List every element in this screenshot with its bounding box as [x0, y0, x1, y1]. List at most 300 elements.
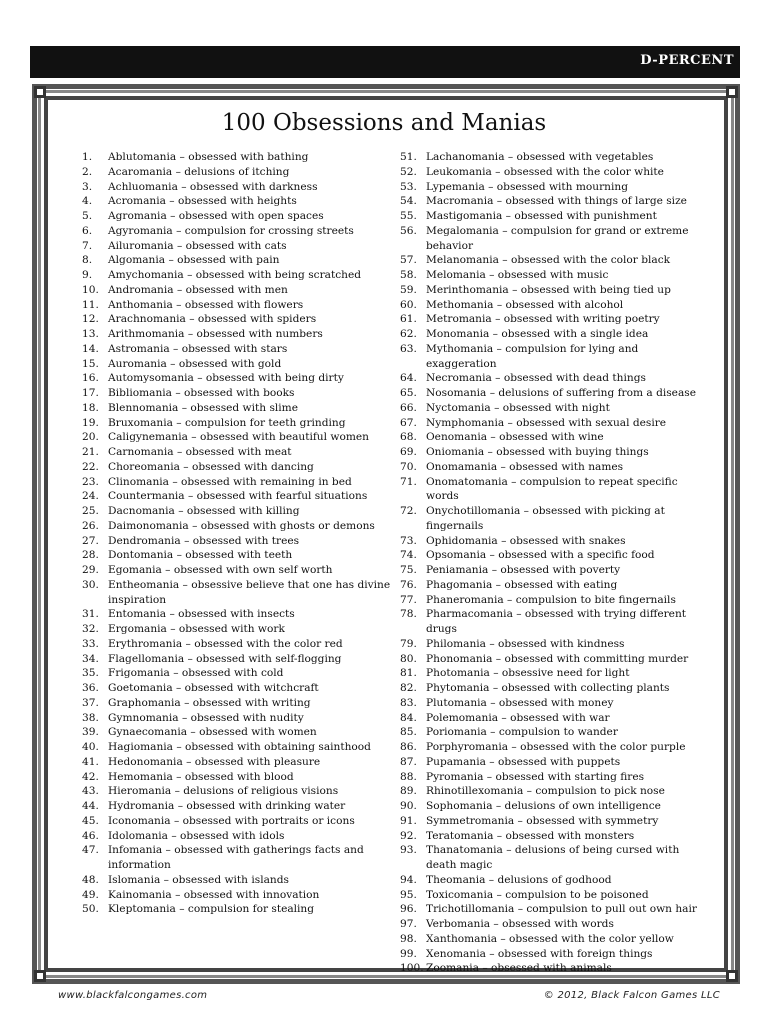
item-text: Algomania – obsessed with pain [108, 254, 280, 267]
list-item [82, 357, 392, 372]
item-number: 44. [82, 800, 99, 812]
item-text: Lypemania – obsessed with mourning [426, 180, 628, 193]
item-number: 45. [82, 814, 99, 827]
item-number: 64. [400, 372, 417, 385]
item-text: Agyromania – compulsion for crossing streets [108, 224, 354, 237]
item-number: 32. [82, 623, 99, 635]
item-text: Frigomania – obsessed with cold [108, 667, 284, 680]
list-item [400, 416, 710, 431]
list-item [400, 401, 710, 416]
item-text: Entheomania – obsessive believe that one has divine inspiration [108, 578, 391, 606]
item-number: 48. [82, 873, 99, 886]
item-number: 21. [82, 446, 99, 458]
item-text: Dacnomania – obsessed with killing [108, 505, 300, 517]
item-text: Macromania – obsessed with things of large size [426, 195, 687, 208]
item-text: Opsomania – obsessed with a specific food [426, 549, 655, 562]
item-text: Graphomania – obsessed with writing [108, 696, 311, 709]
list-item [400, 342, 710, 372]
item-number: 40. [82, 741, 99, 753]
list-item [400, 932, 710, 947]
item-number: 18. [82, 401, 99, 414]
item-number: 78. [400, 608, 417, 621]
list-item [82, 534, 392, 549]
item-number: 70. [400, 460, 417, 473]
list-item [82, 342, 392, 357]
item-number: 36. [82, 682, 99, 694]
item-text: Entomania – obsessed with insects [108, 608, 295, 621]
item-number: 39. [82, 726, 99, 739]
item-text: Xenomania – obsessed with foreign things [426, 947, 653, 960]
list-item [400, 652, 710, 667]
item-text: Amychomania – obsessed with being scratched [108, 269, 362, 281]
item-number: 15. [82, 357, 99, 370]
list-item [82, 548, 392, 563]
item-text: Leukomania – obsessed with the color white [426, 165, 664, 178]
list-item [400, 268, 710, 283]
item-text: Ailuromania – obsessed with cats [108, 239, 287, 252]
list-item [82, 489, 392, 504]
item-text: Monomania – obsessed with a single idea [426, 328, 649, 340]
list-item [400, 829, 710, 844]
list-item [400, 504, 710, 534]
item-text: Acaromania – delusions of itching [108, 165, 290, 178]
list-item [82, 386, 392, 401]
item-text: Caligynemania – obsessed with beautiful women [108, 431, 369, 444]
list-item [82, 799, 392, 814]
list-item [400, 327, 710, 342]
item-text: Toxicomania – compulsion to be poisoned [426, 888, 649, 901]
item-number: 79. [400, 637, 417, 650]
item-number: 30. [82, 578, 99, 591]
list-item [82, 312, 392, 327]
list-item [400, 563, 710, 578]
item-text: Teratomania – obsessed with monsters [426, 829, 635, 842]
item-number: 26. [82, 519, 99, 532]
list-item [82, 445, 392, 460]
list-item [82, 416, 392, 431]
item-number: 99. [400, 947, 417, 960]
item-number: 81. [400, 667, 417, 680]
item-number: 94. [400, 873, 417, 886]
list-item [82, 711, 392, 726]
item-text: Egomania – obsessed with own self worth [108, 564, 333, 576]
item-text: Methomania – obsessed with alcohol [426, 298, 624, 311]
item-text: Hieromania – delusions of religious visions [108, 785, 339, 798]
list-item [400, 445, 710, 460]
list-item [82, 401, 392, 416]
item-number: 60. [400, 298, 417, 311]
item-number: 38. [82, 711, 99, 724]
item-number: 19. [82, 416, 99, 429]
list-item [82, 622, 392, 637]
item-number: 47. [82, 844, 99, 857]
item-number: 85. [400, 726, 417, 739]
item-number: 84. [400, 711, 417, 724]
item-number: 50. [82, 903, 99, 916]
list-item [400, 209, 710, 224]
item-number: 53. [400, 180, 417, 193]
item-text: Photomania – obsessive need for light [426, 667, 630, 680]
list-item [82, 460, 392, 475]
item-text: Arithmomania – obsessed with numbers [108, 328, 323, 340]
list-item [400, 386, 710, 401]
list-item [82, 902, 392, 917]
item-number: 35. [82, 667, 99, 680]
list-item [400, 534, 710, 549]
item-number: 17. [82, 387, 99, 399]
list-item [82, 165, 392, 180]
item-text: Oenomania – obsessed with wine [426, 431, 604, 444]
item-text: Mythomania – compulsion for lying and exaggeration [426, 342, 639, 370]
item-text: Daimonomania – obsessed with ghosts or demons [108, 519, 375, 532]
item-text: Acromania – obsessed with heights [108, 195, 297, 208]
frame-corner [34, 970, 46, 982]
item-text: Idolomania – obsessed with idols [108, 829, 285, 842]
list-item [82, 209, 392, 224]
item-number: 7. [82, 239, 93, 252]
list-item [82, 519, 392, 534]
list-item [82, 784, 392, 799]
item-text: Automysomania – obsessed with being dirty [108, 372, 344, 385]
page-title: 100 Obsessions and Manias [221, 110, 547, 136]
item-text: Thanatomania – delusions of being cursed with death magic [426, 844, 680, 871]
list-item [82, 873, 392, 888]
item-number: 9. [82, 269, 93, 281]
item-text: Plutomania – obsessed with money [426, 696, 614, 709]
frame-corner [34, 86, 46, 98]
manias-list-right [400, 150, 710, 976]
item-text: Metromania – obsessed with writing poetry [426, 313, 660, 326]
list-item [82, 504, 392, 519]
item-text: Zoomania – obsessed with animals [426, 962, 612, 975]
list-item [400, 917, 710, 932]
item-text: Polemomania – obsessed with war [426, 711, 610, 724]
list-item [400, 475, 710, 505]
list-item [82, 371, 392, 386]
item-text: Philomania – obsessed with kindness [426, 637, 625, 650]
item-text: Infomania – obsessed with gatherings facts and information [108, 844, 364, 871]
list-item [400, 873, 710, 888]
list-item [82, 696, 392, 711]
item-text: Gynaecomania – obsessed with women [108, 726, 317, 739]
list-item [400, 194, 710, 209]
list-item [82, 637, 392, 652]
item-number: 5. [82, 210, 93, 222]
item-number: 25. [82, 505, 99, 517]
list-item [82, 150, 392, 165]
list-item [400, 961, 710, 976]
item-text: Pharmacomania – obsessed with trying different drugs [426, 608, 687, 635]
item-number: 63. [400, 342, 417, 355]
brand-label: D-PERCENT [640, 53, 734, 68]
item-text: Onychotillomania – obsessed with picking at fingernails [426, 505, 665, 532]
website-link[interactable]: www.blackfalcongames.com [58, 990, 208, 1001]
list-item [400, 593, 710, 608]
item-text: Astromania – obsessed with stars [108, 342, 288, 355]
item-text: Ablutomania – obsessed with bathing [108, 151, 309, 163]
item-number: 57. [400, 254, 417, 267]
list-item [400, 681, 710, 696]
list-item [400, 283, 710, 298]
list-item [400, 253, 710, 268]
item-number: 29. [82, 564, 99, 576]
list-item [400, 430, 710, 445]
list-item [82, 755, 392, 770]
item-text: Agromania – obsessed with open spaces [108, 210, 324, 222]
item-text: Theomania – delusions of godhood [426, 873, 612, 886]
item-text: Erythromania – obsessed with the color red [108, 637, 343, 650]
list-item [82, 327, 392, 342]
list-item [82, 475, 392, 490]
item-text: Merinthomania – obsessed with being tied up [426, 283, 671, 296]
item-text: Anthomania – obsessed with flowers [108, 298, 304, 311]
list-item [400, 607, 710, 637]
list-item [82, 578, 392, 608]
frame-corner [726, 86, 738, 98]
item-text: Mastigomania – obsessed with punishment [426, 210, 657, 222]
item-number: 43. [82, 785, 99, 798]
item-number: 93. [400, 844, 417, 857]
item-number: 75. [400, 564, 417, 576]
item-number: 96. [400, 903, 417, 916]
item-number: 98. [400, 932, 417, 945]
list-item [82, 563, 392, 578]
item-number: 49. [82, 888, 99, 901]
item-text: Bibliomania – obsessed with books [108, 387, 295, 399]
item-text: Choreomania – obsessed with dancing [108, 460, 314, 473]
list-item [400, 224, 710, 254]
copyright-notice: © 2012, Black Falcon Games LLC [543, 990, 720, 1001]
list-item [400, 460, 710, 475]
item-number: 65. [400, 387, 417, 399]
item-text: Ergomania – obsessed with work [108, 623, 285, 635]
item-number: 51. [400, 151, 417, 163]
list-item [400, 578, 710, 593]
item-number: 16. [82, 372, 99, 385]
item-number: 12. [82, 313, 99, 326]
item-text: Nosomania – delusions of suffering from a disease [426, 387, 696, 399]
list-item [82, 770, 392, 785]
list-item [400, 843, 710, 873]
item-text: Dendromania – obsessed with trees [108, 534, 300, 547]
item-text: Melanomania – obsessed with the color black [426, 254, 671, 267]
item-text: Peniamania – obsessed with poverty [426, 564, 621, 576]
item-number: 69. [400, 446, 417, 458]
item-number: 68. [400, 431, 417, 444]
item-text: Melomania – obsessed with music [426, 269, 609, 281]
list-item [400, 784, 710, 799]
item-number: 27. [82, 534, 99, 547]
item-number: 67. [400, 416, 417, 429]
item-text: Phonomania – obsessed with committing murder [426, 652, 689, 665]
item-text: Flagellomania – obsessed with self-flogging [108, 652, 342, 665]
item-number: 24. [82, 490, 99, 503]
item-number: 76. [400, 578, 417, 591]
item-number: 82. [400, 682, 417, 694]
item-number: 92. [400, 829, 417, 842]
list-item [82, 224, 392, 239]
item-number: 54. [400, 195, 417, 208]
item-number: 97. [400, 918, 417, 930]
item-number: 6. [82, 224, 93, 237]
item-number: 80. [400, 652, 417, 665]
list-item [82, 253, 392, 268]
header-bar [30, 46, 740, 78]
list-item [400, 799, 710, 814]
item-text: Kainomania – obsessed with innovation [108, 888, 320, 901]
item-text: Andromania – obsessed with men [108, 283, 288, 296]
item-text: Auromania – obsessed with gold [108, 357, 282, 370]
item-text: Pyromania – obsessed with starting fires [426, 770, 645, 783]
item-number: 31. [82, 608, 99, 621]
item-number: 89. [400, 785, 417, 798]
item-number: 91. [400, 814, 417, 827]
list-item [82, 814, 392, 829]
item-text: Phaneromania – compulsion to bite fingernails [426, 593, 676, 606]
list-item [82, 652, 392, 667]
item-text: Onomatomania – compulsion to repeat specific words [426, 475, 678, 503]
item-number: 59. [400, 283, 417, 296]
list-item [82, 268, 392, 283]
item-text: Nymphomania – obsessed with sexual desire [426, 416, 667, 429]
item-number: 62. [400, 328, 417, 340]
list-item [82, 430, 392, 445]
item-text: Lachanomania – obsessed with vegetables [426, 151, 654, 163]
item-text: Porphyromania – obsessed with the color purple [426, 741, 686, 753]
item-number: 74. [400, 549, 417, 562]
list-item [82, 194, 392, 209]
item-text: Countermania – obsessed with fearful situations [108, 490, 368, 503]
list-item [82, 607, 392, 622]
item-text: Ophidomania – obsessed with snakes [426, 534, 626, 547]
list-item [82, 888, 392, 903]
item-text: Poriomania – compulsion to wander [426, 726, 618, 739]
list-item [82, 740, 392, 755]
list-item [400, 696, 710, 711]
item-number: 100. [400, 962, 424, 975]
item-number: 42. [82, 770, 99, 783]
item-text: Arachnomania – obsessed with spiders [108, 313, 317, 326]
item-number: 22. [82, 460, 99, 473]
list-item [400, 725, 710, 740]
list-item [400, 902, 710, 917]
item-number: 1. [82, 151, 93, 163]
item-number: 83. [400, 696, 417, 709]
item-text: Megalomania – compulsion for grand or extreme behavior [426, 224, 689, 252]
item-text: Phytomania – obsessed with collecting plants [426, 682, 670, 694]
item-text: Gymnomania – obsessed with nudity [108, 711, 304, 724]
item-text: Carnomania – obsessed with meat [108, 446, 292, 458]
list-item [82, 239, 392, 254]
list-item [82, 829, 392, 844]
item-text: Achluomania – obsessed with darkness [108, 180, 318, 193]
item-text: Sophomania – delusions of own intelligence [426, 800, 661, 812]
list-item [400, 165, 710, 180]
item-number: 71. [400, 475, 417, 488]
manias-list-left [82, 150, 392, 917]
list-item [400, 548, 710, 563]
item-number: 86. [400, 741, 417, 753]
list-item [400, 371, 710, 386]
list-item [400, 312, 710, 327]
item-number: 33. [82, 637, 99, 650]
item-number: 28. [82, 549, 99, 562]
list-item [400, 947, 710, 962]
list-item [400, 180, 710, 195]
item-text: Hemomania – obsessed with blood [108, 770, 294, 783]
item-text: Clinomania – obsessed with remaining in bed [108, 475, 352, 488]
item-text: Trichotillomania – compulsion to pull out own hair [426, 903, 697, 916]
item-number: 90. [400, 800, 417, 812]
item-number: 56. [400, 224, 417, 237]
item-text: Dontomania – obsessed with teeth [108, 549, 293, 562]
item-number: 23. [82, 475, 99, 488]
item-number: 13. [82, 328, 99, 340]
item-number: 87. [400, 755, 417, 768]
list-item [400, 150, 710, 165]
item-number: 20. [82, 431, 99, 444]
list-item [82, 725, 392, 740]
item-text: Rhinotillexomania – compulsion to pick nose [426, 785, 665, 798]
item-number: 2. [82, 165, 93, 178]
item-number: 88. [400, 770, 417, 783]
list-item [82, 283, 392, 298]
item-number: 55. [400, 210, 417, 222]
list-item [82, 180, 392, 195]
item-text: Bruxomania – compulsion for teeth grinding [108, 416, 346, 429]
list-item [400, 770, 710, 785]
item-number: 61. [400, 313, 417, 326]
frame-corner [726, 970, 738, 982]
item-text: Blennomania – obsessed with slime [108, 401, 298, 414]
item-number: 14. [82, 342, 99, 355]
item-number: 41. [82, 755, 99, 768]
item-number: 73. [400, 534, 417, 547]
list-item [82, 666, 392, 681]
item-text: Oniomania – obsessed with buying things [426, 446, 649, 458]
item-number: 95. [400, 888, 417, 901]
list-item [400, 711, 710, 726]
item-number: 11. [82, 298, 99, 311]
item-text: Phagomania – obsessed with eating [426, 578, 618, 591]
item-number: 3. [82, 180, 93, 193]
item-text: Hagiomania – obsessed with obtaining sainthood [108, 741, 371, 753]
item-text: Hedonomania – obsessed with pleasure [108, 755, 321, 768]
item-number: 66. [400, 401, 417, 414]
list-item [400, 755, 710, 770]
item-text: Xanthomania – obsessed with the color yellow [426, 932, 674, 945]
item-text: Hydromania – obsessed with drinking water [108, 800, 346, 812]
list-item [400, 888, 710, 903]
list-item [400, 814, 710, 829]
item-number: 10. [82, 283, 99, 296]
item-number: 37. [82, 696, 99, 709]
item-text: Nyctomania – obsessed with night [426, 401, 610, 414]
item-text: Necromania – obsessed with dead things [426, 372, 646, 385]
item-number: 8. [82, 254, 93, 267]
item-number: 4. [82, 195, 93, 208]
item-text: Goetomania – obsessed with witchcraft [108, 682, 319, 694]
item-text: Islomania – obsessed with islands [108, 873, 289, 886]
item-number: 46. [82, 829, 99, 842]
list-item [82, 681, 392, 696]
item-number: 72. [400, 505, 417, 517]
list-item [400, 740, 710, 755]
item-text: Kleptomania – compulsion for stealing [108, 903, 315, 916]
list-item [400, 298, 710, 313]
list-item [400, 666, 710, 681]
list-item [400, 637, 710, 652]
